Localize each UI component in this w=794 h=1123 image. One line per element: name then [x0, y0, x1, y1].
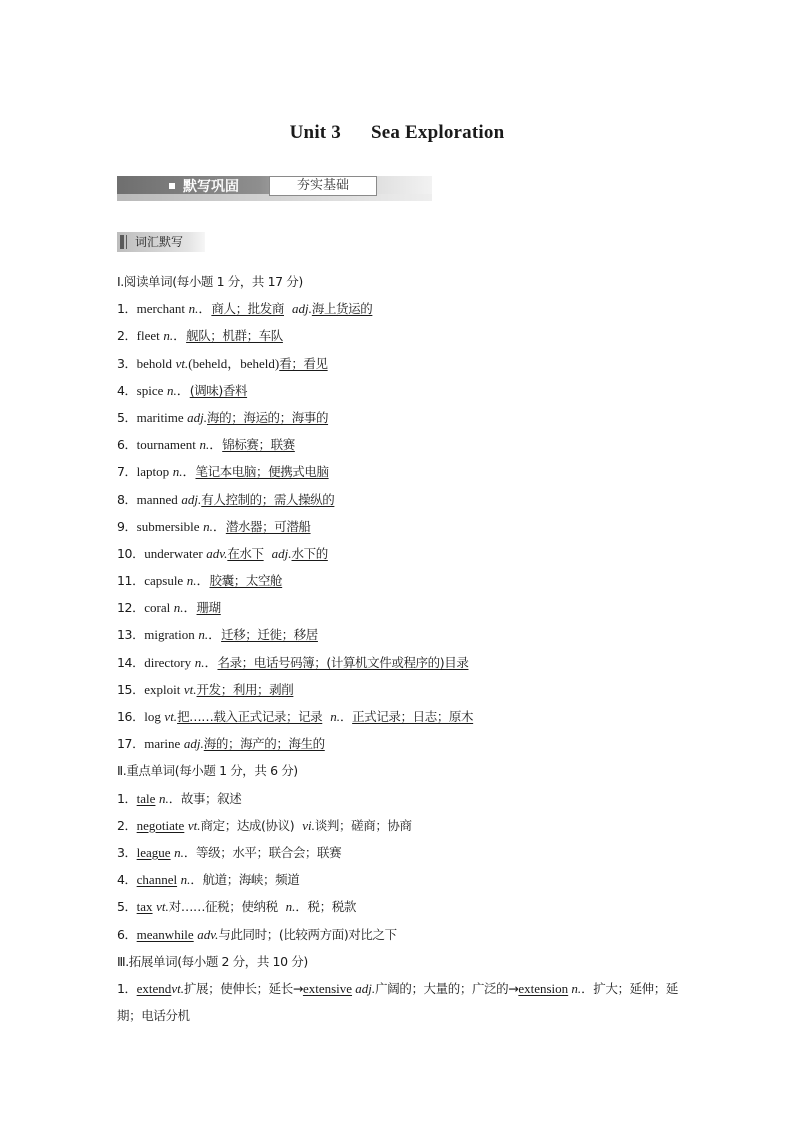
part-of-speech: adj. [181, 491, 202, 507]
list-item [117, 730, 697, 757]
item-meaning: 对……征税；使纳税 [168, 899, 278, 915]
item-sep: ． [183, 844, 197, 860]
part-of-speech: n. [180, 872, 191, 888]
part-of-speech: n. [186, 573, 197, 589]
part-of-speech: adv. [197, 926, 219, 942]
arrow-icon: → [292, 980, 303, 996]
item-sep: ． [340, 709, 353, 724]
part-of-speech: vt. [164, 709, 178, 724]
list-item [117, 703, 697, 730]
item-word: marine [144, 736, 181, 752]
answer-word: extension [518, 980, 569, 996]
answer-word: channel [136, 872, 178, 888]
item-word: manned [136, 491, 178, 507]
list-item [117, 594, 697, 621]
part-of-speech: n. [172, 464, 183, 480]
answer-meaning: 胶囊；太空舱 [209, 573, 283, 589]
item-word: capsule [144, 573, 184, 589]
answer-meaning: 珊瑚 [196, 600, 221, 616]
part-of-speech: n. [159, 790, 169, 806]
list-item [117, 486, 697, 513]
list-item [117, 893, 697, 920]
item-sep: ． [198, 301, 212, 317]
item-sep: ． [190, 872, 203, 888]
list-item [117, 812, 697, 839]
part-of-speech: n. [199, 437, 210, 453]
answer-meaning: 海上货运的 [311, 301, 373, 317]
item-word: exploit [144, 681, 181, 697]
item-number: 5． [117, 409, 137, 425]
answer-meaning: 海的；海运的；海事的 [207, 409, 329, 425]
item-word: coral [144, 600, 171, 616]
answer-meaning: 笔记本电脑；便携式电脑 [195, 464, 329, 480]
part2-list [117, 785, 697, 948]
part-of-speech: vt. [187, 817, 201, 833]
item-meaning: 谈判；磋商；协商 [314, 817, 412, 833]
part1-heading: Ⅰ.阅读单词(每小题 1 分，共 17 分) [117, 274, 303, 289]
item-meaning: 与此同时；(比较两方面)对比之下 [218, 926, 397, 942]
answer-meaning: 锦标赛；联赛 [222, 437, 295, 453]
item-sep: ． [209, 437, 223, 453]
list-item [117, 676, 697, 703]
answer-word: tax [136, 899, 153, 915]
item-word: log [144, 709, 161, 724]
item-sep: ． [196, 573, 210, 589]
answer-word: extend [136, 980, 172, 996]
list-item [117, 540, 697, 567]
unit-name: Sea Exploration [370, 122, 505, 143]
item-sep: ． [168, 790, 181, 806]
answer-word: negotiate [136, 817, 185, 833]
list-item [117, 377, 697, 404]
item-sep: ． [182, 464, 196, 480]
item-sep: ． [176, 382, 190, 398]
item-sep: ． [295, 899, 308, 915]
item-meaning: 税；税款 [307, 899, 356, 915]
item-number: 16． [117, 709, 145, 724]
item-number: 3． [117, 844, 137, 860]
item-word: merchant [136, 301, 186, 317]
item-sep: ． [173, 328, 187, 344]
answer-word: extensive [302, 980, 353, 996]
answer-meaning: 看；看见 [279, 355, 328, 371]
item-word: directory [144, 654, 192, 670]
item-number: 7． [117, 464, 137, 480]
part-of-speech: n. [203, 518, 213, 534]
answer-meaning: 有人控制的；需人操纵的 [201, 491, 335, 507]
list-item [117, 567, 697, 594]
part-of-speech: n. [163, 328, 174, 344]
item-word: fleet [136, 328, 160, 344]
item-number: 8． [117, 491, 137, 507]
part-of-speech: n. [166, 382, 177, 398]
item-meaning: 故事；叙述 [180, 790, 242, 806]
item-number: 15． [117, 681, 145, 697]
item-number: 10． [117, 545, 145, 561]
arrow-icon: → [508, 980, 519, 996]
part-of-speech: vt. [175, 355, 189, 371]
list-item [117, 513, 697, 540]
answer-meaning: 正式记录；日志；原木 [352, 709, 474, 724]
answer-meaning: 开发；利用；剥削 [196, 681, 294, 697]
item-number: 6． [117, 437, 137, 453]
list-item [117, 458, 697, 485]
list-item [117, 866, 697, 893]
part-of-speech: adj. [271, 545, 292, 561]
part-of-speech: n. [173, 600, 184, 616]
item-meaning: 航道；海峡；频道 [202, 872, 300, 888]
answer-meaning: 在水下 [227, 545, 264, 561]
part2-heading: Ⅱ.重点单词(每小题 1 分，共 6 分) [117, 763, 298, 779]
page-title [0, 122, 794, 144]
list-item [117, 295, 697, 322]
section-marker-icon [120, 235, 124, 249]
part1-list [117, 295, 697, 757]
part-of-speech: vt. [183, 681, 197, 697]
item-word: spice [136, 382, 164, 398]
square-bullet-icon [169, 183, 175, 189]
part-of-speech: n. [188, 301, 199, 317]
part-of-speech: adv. [206, 545, 228, 561]
item-number: 11． [117, 573, 145, 589]
item-number: 4． [117, 382, 137, 398]
list-item [117, 621, 697, 648]
answer-meaning: 迁移；迁徙；移居 [221, 627, 318, 643]
answer-meaning: 把……载入正式记录；记录 [177, 709, 323, 724]
part-of-speech: n. [198, 627, 209, 643]
item-sep: (beheld，beheld) [188, 355, 280, 371]
part3-heading: Ⅲ.拓展单词(每小题 2 分，共 10 分) [117, 953, 308, 969]
answer-meaning: 水下的 [291, 545, 328, 561]
item-word: laptop [136, 464, 170, 480]
part3-item-1: 1．extendvt.扩展；使伸长；延长→extensive adj.广阔的；大量的；广泛的→extension n.．扩大；延伸；延期；电话分机 [117, 980, 678, 1024]
answer-word: tale [136, 790, 156, 806]
exercise-content [117, 268, 697, 1029]
section-label: 词汇默写 [135, 235, 184, 249]
answer-meaning: 舰队；机群；车队 [186, 328, 283, 344]
item-number: 12． [117, 600, 145, 616]
item-number: 1． [117, 301, 137, 317]
unit-number: Unit 3 [289, 122, 341, 143]
list-item [117, 431, 697, 458]
item-meaning: 等级；水平；联合会；联赛 [196, 844, 342, 860]
item-number: 3． [117, 355, 137, 371]
answer-word: league [136, 844, 171, 860]
part-of-speech: n. [285, 899, 296, 915]
item-number: 2． [117, 328, 137, 344]
banner-right-label: 夯实基础 [269, 176, 377, 196]
part-of-speech: n. [174, 844, 184, 860]
section-banner [117, 176, 432, 201]
answer-meaning: 名录；电话号码簿；(计算机文件或程序的)目录 [217, 654, 469, 670]
part-of-speech: adj. [187, 409, 208, 425]
item-number: 1． [117, 790, 137, 806]
item-sep: ． [183, 600, 197, 616]
answer-meaning: 商人；批发商 [211, 301, 284, 317]
item-word: maritime [136, 409, 184, 425]
item-word: tournament [136, 437, 196, 453]
item-number: 17． [117, 736, 145, 752]
section-marker-line [126, 235, 127, 249]
list-item [117, 322, 697, 349]
list-item [117, 839, 697, 866]
list-item [117, 350, 697, 377]
item-word: behold [136, 355, 173, 371]
item-number: 14． [117, 654, 145, 670]
banner-left-label: 默写巩固 [169, 178, 239, 196]
part-of-speech: adj. [183, 736, 204, 752]
part-of-speech: vt. [156, 899, 169, 915]
list-item [117, 649, 697, 676]
item-word: submersible [136, 518, 200, 534]
item-sep: ． [204, 654, 218, 670]
item-meaning: 商定；达成(协议) [200, 817, 295, 833]
list-item [117, 785, 697, 812]
item-word: migration [144, 627, 195, 643]
answer-meaning: 潜水器；可潜船 [225, 518, 311, 534]
item-number: 9． [117, 518, 137, 534]
part-of-speech: vi. [302, 817, 315, 833]
part-of-speech: adj. [291, 301, 312, 317]
item-number: 4． [117, 872, 137, 888]
list-item [117, 921, 697, 948]
part-of-speech: n. [330, 709, 341, 724]
item-number: 5． [117, 899, 137, 915]
item-number: 13． [117, 627, 145, 643]
answer-meaning: (调味)香料 [189, 382, 248, 398]
answer-meaning: 海的；海产的；海生的 [203, 736, 325, 752]
item-number: 6． [117, 926, 137, 942]
answer-word: meanwhile [136, 926, 194, 942]
item-sep: ． [208, 627, 222, 643]
item-number: 2． [117, 817, 137, 833]
section-tag [117, 232, 205, 252]
item-word: underwater [144, 545, 203, 561]
item-sep: ． [212, 518, 226, 534]
part-of-speech: n. [194, 654, 205, 670]
list-item [117, 404, 697, 431]
